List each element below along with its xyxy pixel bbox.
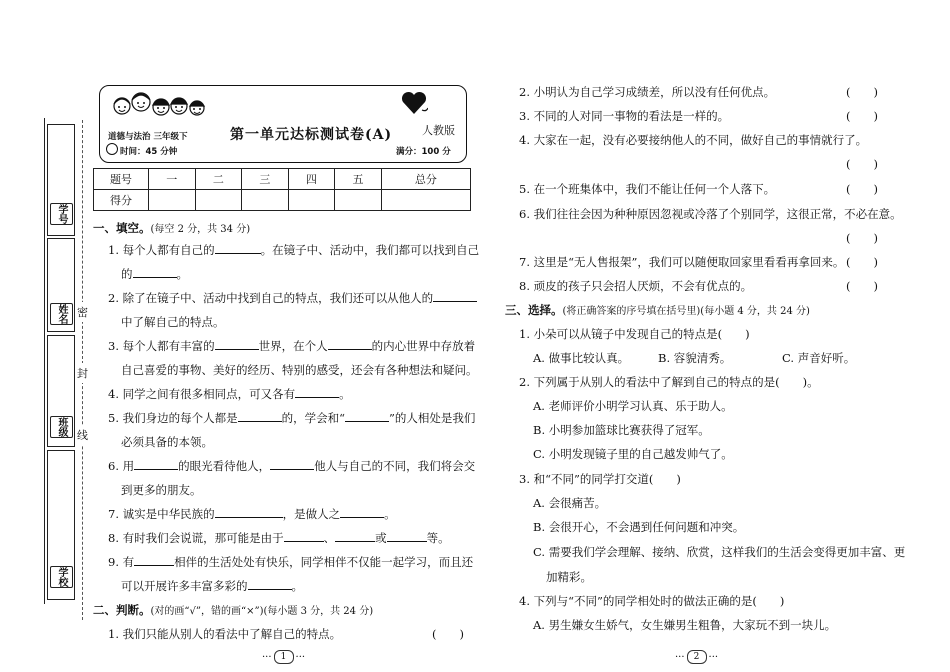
q-text: 4. 同学之间有很多相同点，可又各有 — [108, 387, 296, 401]
cut-mark: 线 — [77, 425, 88, 445]
page-footer: ··· 2 ··· — [675, 651, 719, 663]
q-text: 1. 每个人都有自己的 — [108, 243, 215, 257]
table-cell: 五 — [335, 169, 382, 190]
section-note: (每空 2 分，共 34 分) — [150, 224, 251, 235]
q-text: 他人与自己的不同，我们将会交 — [314, 459, 476, 473]
question-2 — [108, 290, 477, 306]
question-5 — [108, 410, 475, 426]
q-text: 的内心世界中存放着 — [371, 339, 476, 353]
choice-question-3: 3. 和“不同”的同学打交道( ) — [519, 472, 681, 486]
section-1-heading — [93, 220, 250, 236]
q-text: 。在镜子中、活动中，我们都可以找到自己 — [260, 243, 480, 257]
blank[interactable] — [387, 530, 427, 542]
binding-field-name[interactable] — [47, 238, 75, 332]
exam-header — [99, 85, 467, 163]
blank[interactable] — [284, 530, 324, 542]
judge-5: 5. 在一个班集体中，我们不能让任何一个人落下。 — [519, 182, 776, 196]
score-input-cell[interactable] — [381, 190, 470, 211]
question-2-cont: 中了解自己的特点。 — [121, 315, 225, 329]
section-title: 三、选择。 — [505, 303, 563, 317]
q-text: 的眼光看待他人， — [178, 459, 271, 473]
clock-icon — [106, 143, 118, 155]
page-number: 1 — [274, 650, 294, 664]
cut-mark: 封 — [77, 363, 88, 383]
choice-option[interactable]: A. 男生嫌女生娇气，女生嫌男生粗鲁，大家玩不到一块儿。 — [533, 618, 837, 632]
choice-option[interactable]: B. 会很开心，不会遇到任何问题和冲突。 — [533, 520, 745, 534]
answer-paren[interactable]: ( ) — [846, 255, 878, 269]
question-3-cont: 自己喜爱的事物、美好的经历、特别的感受，还会有各种想法和疑问。 — [121, 363, 478, 377]
binding-field-label: 学号 — [50, 203, 73, 225]
blank[interactable] — [270, 458, 314, 470]
table-cell: 一 — [149, 169, 196, 190]
q-text: 6. 用 — [108, 459, 135, 473]
section-2-heading — [93, 602, 373, 618]
q-text: 相伴的生活处处有快乐，同学相伴不仅能一起学习，而且还 — [174, 555, 474, 569]
question-1-cont — [121, 266, 188, 282]
blank[interactable] — [328, 338, 372, 350]
exam-time: 时间：45 分钟 — [120, 147, 178, 157]
table-row — [94, 190, 471, 211]
q-text: 或 — [375, 531, 387, 545]
table-cell: 三 — [242, 169, 289, 190]
binding-field-class[interactable] — [47, 335, 75, 447]
question-8 — [108, 530, 450, 546]
cut-mark: 密 — [77, 302, 88, 322]
blank[interactable] — [433, 290, 477, 302]
question-7 — [108, 506, 396, 522]
judge-3: 3. 不同的人对同一事物的看法是一样的。 — [519, 109, 730, 123]
choice-option-cont: 加精彩。 — [546, 570, 592, 584]
q-text: 3. 每个人都有丰富的 — [108, 339, 215, 353]
table-cell: 四 — [288, 169, 335, 190]
q-text: 世界，在个人 — [258, 339, 328, 353]
blank[interactable] — [295, 386, 339, 398]
choice-option[interactable]: C. 需要我们学会理解、接纳、欣赏，这样我们的生活会变得更加丰富、更 — [533, 545, 906, 559]
score-table — [93, 168, 471, 211]
answer-paren[interactable]: ( ) — [846, 279, 878, 293]
question-9 — [108, 554, 473, 570]
judge-1: 1. 我们只能从别人的看法中了解自己的特点。 — [108, 627, 342, 641]
choice-option[interactable]: A. 老师评价小明学习认真、乐于助人。 — [533, 399, 733, 413]
binding-field-student-id[interactable] — [47, 124, 75, 236]
score-input-cell[interactable] — [195, 190, 242, 211]
blank[interactable] — [248, 578, 292, 590]
choice-option[interactable]: B. 容貌清秀。 — [658, 351, 732, 365]
q-text: 等。 — [426, 531, 450, 545]
q-text: 可以开展许多丰富多彩的 — [121, 579, 248, 593]
q-text: 的，学会和“ — [281, 411, 346, 425]
binding-border-line — [44, 118, 45, 604]
choice-option[interactable]: A. 会很痛苦。 — [533, 496, 607, 510]
full-score: 满分：100 分 — [396, 147, 451, 157]
table-cell: 二 — [195, 169, 242, 190]
question-1 — [108, 242, 479, 258]
choice-option[interactable]: B. 小明参加篮球比赛获得了冠军。 — [533, 423, 710, 437]
q-text: 。 — [291, 579, 303, 593]
q-text: 8. 有时我们会说谎，那可能是由于 — [108, 531, 284, 545]
blank[interactable] — [215, 506, 283, 518]
heart-icon — [400, 90, 428, 116]
score-input-cell[interactable] — [335, 190, 382, 211]
blank[interactable] — [238, 410, 282, 422]
blank[interactable] — [335, 530, 375, 542]
children-illustration — [110, 90, 210, 126]
answer-paren[interactable]: ( ) — [846, 85, 878, 99]
score-input-cell[interactable] — [242, 190, 289, 211]
answer-paren[interactable]: ( ) — [432, 627, 464, 641]
q-text: 。 — [339, 387, 351, 401]
answer-paren[interactable]: ( ) — [846, 182, 878, 196]
score-input-cell[interactable] — [288, 190, 335, 211]
q-text: ，是做人之 — [282, 507, 341, 521]
judge-6: 6. 我们往往会因为种种原因忽视或冷落了个别同学，这很正常，不必在意。 — [519, 207, 902, 221]
blank[interactable] — [134, 458, 178, 470]
table-row — [94, 169, 471, 190]
section-note: (对的画“√”，错的画“×”)(每小题 3 分，共 24 分) — [150, 606, 374, 617]
section-title: 二、判断。 — [93, 603, 151, 617]
section-note: (将正确答案的序号填在括号里)(每小题 4 分，共 24 分) — [562, 306, 810, 317]
subject-grade: 道德与法治 三年级下 — [108, 132, 188, 142]
q-text: 5. 我们身边的每个人都是 — [108, 411, 238, 425]
answer-paren[interactable]: ( ) — [846, 231, 878, 245]
question-6 — [108, 458, 475, 474]
blank[interactable] — [133, 266, 177, 278]
q-text: 、 — [323, 531, 336, 545]
table-cell: 题号 — [94, 169, 149, 190]
judge-7: 7. 这里是“无人售报架”，我们可以随便取回家里看看再拿回来。 — [519, 255, 845, 269]
choice-option[interactable]: A. 做事比较认真。 — [533, 351, 630, 365]
judge-4: 4. 大家在一起，没有必要接纳他人的不同，做好自己的事情就行了。 — [519, 133, 868, 147]
section-3-heading — [505, 302, 810, 318]
choice-option[interactable]: C. 小明发现镜子里的自己越发帅气了。 — [533, 447, 733, 461]
section-title: 一、填空。 — [93, 221, 151, 235]
answer-paren[interactable]: ( ) — [846, 109, 878, 123]
blank[interactable] — [134, 554, 174, 566]
question-3 — [108, 338, 475, 354]
page-footer: ··· 1 ··· — [262, 651, 306, 663]
q-text: 2. 除了在镜子中、活动中找到自己的特点，我们还可以从他人的 — [108, 291, 434, 305]
q-text: 9. 有 — [108, 555, 135, 569]
q-text: 7. 诚实是中华民族的 — [108, 507, 215, 521]
judge-8: 8. 顽皮的孩子只会招人厌烦，不会有优点的。 — [519, 279, 753, 293]
edition-label: 人教版 — [422, 124, 455, 137]
question-9-cont — [121, 578, 303, 594]
binding-field-school[interactable] — [47, 450, 75, 600]
binding-field-label: 班级 — [50, 416, 73, 438]
blank[interactable] — [215, 242, 261, 254]
judge-2: 2. 小明认为自己学习成绩差，所以没有任何优点。 — [519, 85, 776, 99]
q-text: 。 — [176, 267, 188, 281]
page-number: 2 — [687, 650, 707, 664]
blank[interactable] — [215, 338, 259, 350]
question-4 — [108, 386, 351, 402]
q-text: 。 — [384, 507, 396, 521]
choice-question-1: 1. 小朵可以从镜子中发现自己的特点是( ) — [519, 327, 750, 341]
choice-question-4: 4. 下列与“不同”的同学相处时的做法正确的是( ) — [519, 594, 785, 608]
q-text: 的 — [121, 267, 133, 281]
q-text: ”的人相处是我们 — [389, 411, 476, 425]
binding-field-label: 学校 — [50, 566, 73, 588]
choice-question-2: 2. 下列属于从别人的看法中了解到自己的特点的是( )。 — [519, 375, 819, 389]
score-input-cell[interactable] — [149, 190, 196, 211]
answer-paren[interactable]: ( ) — [846, 157, 878, 171]
choice-option[interactable]: C. 声音好听。 — [782, 351, 856, 365]
blank[interactable] — [340, 506, 384, 518]
table-cell: 总分 — [381, 169, 470, 190]
binding-field-label: 姓名 — [50, 303, 73, 325]
exam-title: 第一单元达标测试卷(A) — [230, 127, 393, 143]
question-6-cont: 到更多的朋友。 — [121, 483, 202, 497]
blank[interactable] — [345, 410, 389, 422]
question-5-cont: 必须具备的本领。 — [121, 435, 213, 449]
table-cell: 得分 — [94, 190, 149, 211]
